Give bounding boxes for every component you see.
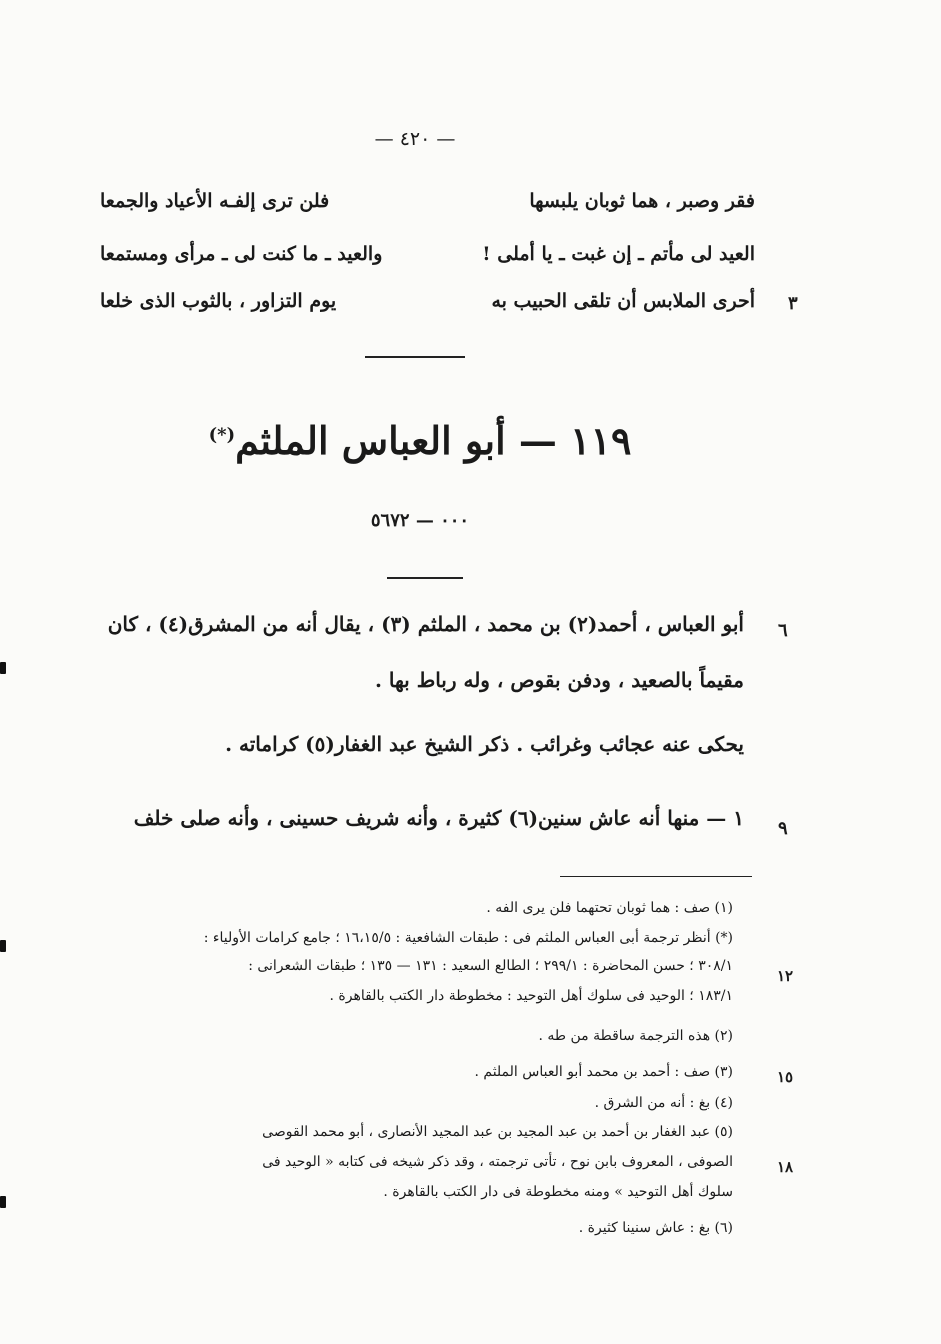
body-line: يحكى عنه عجائب وغرائب . ذكر الشيخ عبد الغفار(٥) كراماته . [225,732,744,756]
footnote-line: الصوفى ، المعروف بابن نوح ، تأتى ترجمته ، وقد ذكر شيخه فى كتابه « الوحيد فى [262,1154,733,1170]
line-number: ١٨ [777,1158,794,1176]
divider-rule [365,356,465,358]
verse-second-hemistich: فلن ترى إلفـه الأعياد والجمعا [100,190,330,212]
footnote-line: (٥) عبد الغفار بن أحمد بن عبد المجيد بن عبد المجيد الأنصارى ، أبو محمد القوصى [262,1124,733,1140]
footnote-line: (*) أنظر ترجمة أبى العباس الملثم فى : طبقات الشافعية : ١٦،١٥/٥ ؛ جامع كرامات الأولياء : [203,930,733,946]
footnote-line: ٣٠٨/١ ؛ حسن المحاضرة : ٢٩٩/١ ؛ الطالع السعيد : ١٣١ — ١٣٥ ؛ طبقات الشعرانى : [248,958,733,974]
footnote-separator [560,876,752,877]
verse-first-hemistich: فقر وصبر ، هما ثوبان يلبسها [529,190,755,212]
dates-line: ٠٠٠ — ٥٦٧٢ [370,510,470,531]
page-number: — ٤٢٠ — [374,128,456,150]
footnote-line: (١) صف : هما ثوبان تحتهما فلن يرى الفه . [486,900,733,916]
line-number: ١٥ [777,1068,794,1086]
footnote-line: ١٨٣/١ ؛ الوحيد فى سلوك أهل التوحيد : مخطوطة دار الكتب بالقاهرة . [329,988,733,1004]
body-line: ١ — منها أنه عاش سنين(٦) كثيرة ، وأنه شريف حسينى ، وأنه صلى خلف [133,806,744,830]
title-text: ١١٩ — أبو العباس الملثم [235,418,632,463]
footnote-line: سلوك أهل التوحيد » ومنه مخطوطة فى دار الكتب بالقاهرة . [383,1184,733,1200]
verse-line [100,243,755,277]
scan-edge-mark [0,662,6,674]
footnote-line: (٣) صف : أحمد بن محمد أبو العباس الملثم . [474,1064,733,1080]
footnote-line: (٢) هذه الترجمة ساقطة من طه . [538,1028,733,1044]
line-number: ٣ [788,293,798,314]
title-footnote-mark: (*) [208,424,236,446]
verse-second-hemistich: يوم التزاور ، بالثوب الذى خلعا [100,290,337,312]
footnote-line: (٤) بغ : أنه من الشرق . [594,1095,733,1111]
verse-line [100,290,755,324]
verse-first-hemistich: العيد لى مأتم ـ إن غبت ـ يا أملى ! [482,243,755,265]
scan-edge-mark [0,940,6,952]
body-line: مقيماً بالصعيد ، ودفن بقوص ، وله رباط بها . [374,668,744,692]
verse-second-hemistich: والعيد ـ ما كنت لى ـ مرأى ومستمعا [100,243,383,265]
verse-line [100,190,755,224]
body-line: أبو العباس ، أحمد(٢) بن محمد ، الملثم (٣) ، يقال أنه من المشرق(٤) ، كان [107,612,744,636]
scan-edge-mark [0,1196,6,1208]
footnote-line: (٦) بغ : عاش سنينا كثيرة . [578,1220,733,1236]
biography-title [0,418,840,463]
line-number: ٩ [778,818,788,839]
verse-first-hemistich: أحرى الملابس أن تلقى الحبيب به [491,290,755,312]
line-number: ٦ [778,620,788,641]
divider-rule [387,577,463,579]
line-number: ١٢ [777,967,794,985]
